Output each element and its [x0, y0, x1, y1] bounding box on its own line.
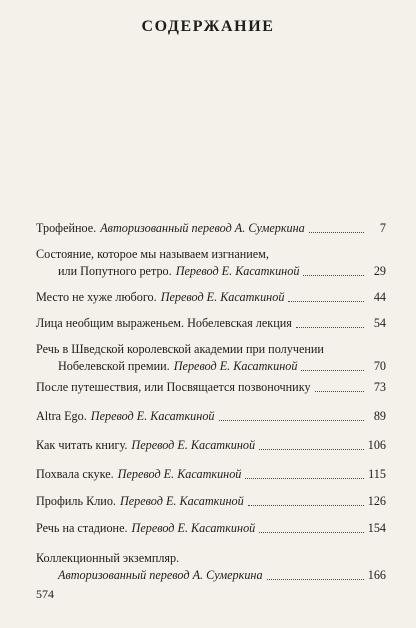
entry-title: Как читать книгу.: [36, 438, 128, 452]
toc-entry: [36, 289, 386, 306]
dot-leader: [259, 532, 363, 533]
entry-title: Трофейное.: [36, 221, 97, 235]
dot-leader: [301, 370, 364, 371]
entry-translator: Перевод Е. Касаткиной: [119, 494, 244, 508]
entry-title: Altra Ego.: [36, 409, 87, 423]
toc-entry: [36, 437, 386, 454]
entry-translator: Авторизованный перевод А. Сумеркина: [58, 568, 263, 582]
toc-entry: [36, 341, 386, 375]
entry-title: Речь на стадионе.: [36, 521, 128, 535]
entry-translator: Перевод Е. Касаткиной: [160, 290, 285, 304]
toc-entry: [36, 220, 386, 237]
page-number: 29: [373, 264, 386, 278]
page-number: 54: [373, 316, 386, 330]
page-number: 126: [367, 494, 386, 508]
page-number: 106: [367, 438, 386, 452]
toc-entry: [36, 520, 386, 537]
entry-translator: Перевод Е. Касаткиной: [175, 264, 300, 278]
entry-title: Речь в Шведской королевской академии при получении: [36, 342, 324, 356]
entry-title: После путешествия, или Посвящается позвоночнику: [36, 380, 311, 394]
entry-translator: Перевод Е. Касаткиной: [173, 359, 298, 373]
page-number: 89: [373, 409, 386, 423]
entry-title-continued: или Попутного ретро.: [58, 264, 172, 278]
toc-entry: [36, 493, 386, 510]
dot-leader: [288, 301, 364, 302]
page-number: 73: [373, 380, 386, 394]
dot-leader: [259, 449, 364, 450]
page-number: 154: [367, 521, 386, 535]
toc-entry: [36, 408, 386, 425]
entry-title: Место не хуже любого.: [36, 290, 157, 304]
entry-translator: Перевод Е. Касаткиной: [117, 467, 242, 481]
page-number: 44: [373, 290, 386, 304]
page-title: СОДЕРЖАНИЕ: [141, 18, 275, 35]
page-number: 7: [379, 221, 386, 235]
dot-leader: [296, 327, 364, 328]
entry-translator: Перевод Е. Касаткиной: [131, 521, 256, 535]
toc-entry: [36, 550, 386, 584]
toc-entry: [36, 466, 386, 483]
page-number: 166: [367, 568, 386, 582]
entry-translator: Авторизованный перевод А. Сумеркина: [100, 221, 305, 235]
entry-title: Лица необщим выраженьем. Нобелевская лекция: [36, 316, 292, 330]
toc-entry: [36, 379, 386, 396]
dot-leader: [309, 232, 364, 233]
dot-leader: [245, 478, 364, 479]
page-number: 115: [368, 467, 386, 481]
page-number: 70: [373, 359, 386, 373]
toc-entry: [36, 315, 386, 332]
dot-leader: [267, 579, 364, 580]
entry-title: Похвала скуке.: [36, 467, 114, 481]
folio-page-number: 574: [36, 587, 54, 601]
dot-leader: [315, 391, 364, 392]
entry-title: Состояние, которое мы называем изгнанием,: [36, 247, 269, 261]
dot-leader: [248, 505, 364, 506]
entry-translator: Перевод Е. Касаткиной: [131, 438, 256, 452]
toc-entry: [36, 246, 386, 280]
dot-leader: [219, 420, 364, 421]
entry-title: Профиль Клио.: [36, 494, 116, 508]
entry-translator: Перевод Е. Касаткиной: [90, 409, 215, 423]
dot-leader: [303, 275, 364, 276]
entry-title: Коллекционный экземпляр.: [36, 551, 180, 565]
entry-title-continued: Нобелевской премии.: [58, 359, 170, 373]
